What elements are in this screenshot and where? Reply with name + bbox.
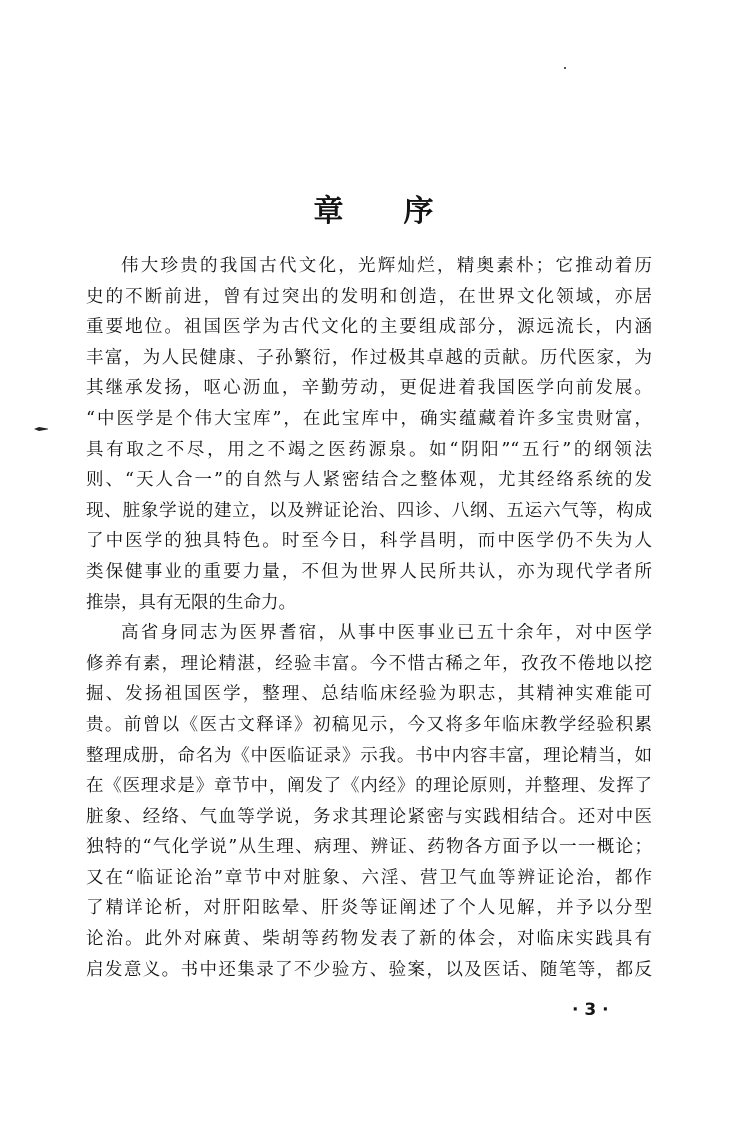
page-number: · 3 ·	[572, 1000, 609, 1020]
page-title	[0, 186, 747, 230]
text-line: 则、“天人合一”的自然与人紧密结合之整体观，尤其经络系统的发	[86, 470, 652, 491]
paragraph-2	[86, 618, 652, 985]
text-line: 高省身同志为医界耆宿，从事中医事业已五十余年，对中医学	[121, 623, 652, 644]
text-line: 独特的“气化学说”从生理、病理、辨证、药物各方面予以一一概论；	[86, 837, 652, 858]
text-line: 启发意义。书中还集录了不少验方、验案，以及医话、随笔等，都反	[86, 959, 652, 980]
margin-arrow-mark	[34, 427, 48, 431]
text-line: 了精详论析，对肝阳眩晕、肝炎等证阐述了个人见解，并予以分型	[86, 898, 652, 919]
text-line: 推崇，具有无限的生命力。	[86, 592, 296, 613]
text-line: 掘、发扬祖国医学，整理、总结临床经验为职志，其精神实难能可	[86, 684, 652, 705]
text-line: 丰富，为人民健康、子孙繁衍，作过极其卓越的贡献。历代医家，为	[86, 347, 652, 368]
text-line: 脏象、经络、气血等学说，务求其理论紧密与实践相结合。还对中医	[86, 806, 652, 827]
text-line: 其继承发扬，呕心沥血，辛勤劳动，更促进着我国医学向前发展。	[86, 378, 652, 399]
text-line: 贵。前曾以《医古文释译》初稿见示，今又将多年临床教学经验积累	[86, 714, 652, 735]
text-line: 现、脏象学说的建立，以及辨证论治、四诊、八纲、五运六气等，构成	[86, 500, 652, 521]
text-line: 在《医理求是》章节中，阐发了《内经》的理论原则，并整理、发挥了	[86, 776, 652, 797]
text-line: 伟大珍贵的我国古代文化，光辉灿烂，精奥素朴；它推动着历	[121, 256, 652, 276]
text-line: 具有取之不尽，用之不竭之医药源泉。如“阴阳”“五行”的纲领法	[86, 439, 652, 460]
text-line: “中医学是个伟大宝库”，在此宝库中，确实蕴藏着许多宝贵财富，	[86, 408, 652, 429]
scan-speck	[564, 67, 566, 69]
text-line: 又在“临证论治”章节中对脏象、六淫、营卫气血等辨证论治，都作	[86, 867, 652, 888]
text-line: 修养有素，理论精湛，经验丰富。今不惜古稀之年，孜孜不倦地以挖	[86, 653, 652, 674]
text-line: 类保健事业的重要力量，不但为世界人民所共认，亦为现代学者所	[86, 561, 652, 582]
body-text	[86, 251, 652, 985]
paragraph-1	[86, 251, 652, 618]
text-line: 重要地位。祖国医学为古代文化的主要组成部分，源远流长，内涵	[86, 317, 652, 338]
text-line: 论治。此外对麻黄、柴胡等药物发表了新的体会，对临床实践具有	[86, 929, 652, 950]
title-char-2: 序	[403, 194, 434, 229]
text-line: 史的不断前进，曾有过突出的发明和创造，在世界文化领域，亦居	[86, 286, 652, 307]
text-line: 整理成册，命名为《中医临证录》示我。书中内容丰富，理论精当，如	[86, 745, 652, 766]
text-line: 了中医学的独具特色。时至今日，科学昌明，而中医学仍不失为人	[86, 531, 652, 552]
title-char-1: 章	[313, 194, 344, 229]
